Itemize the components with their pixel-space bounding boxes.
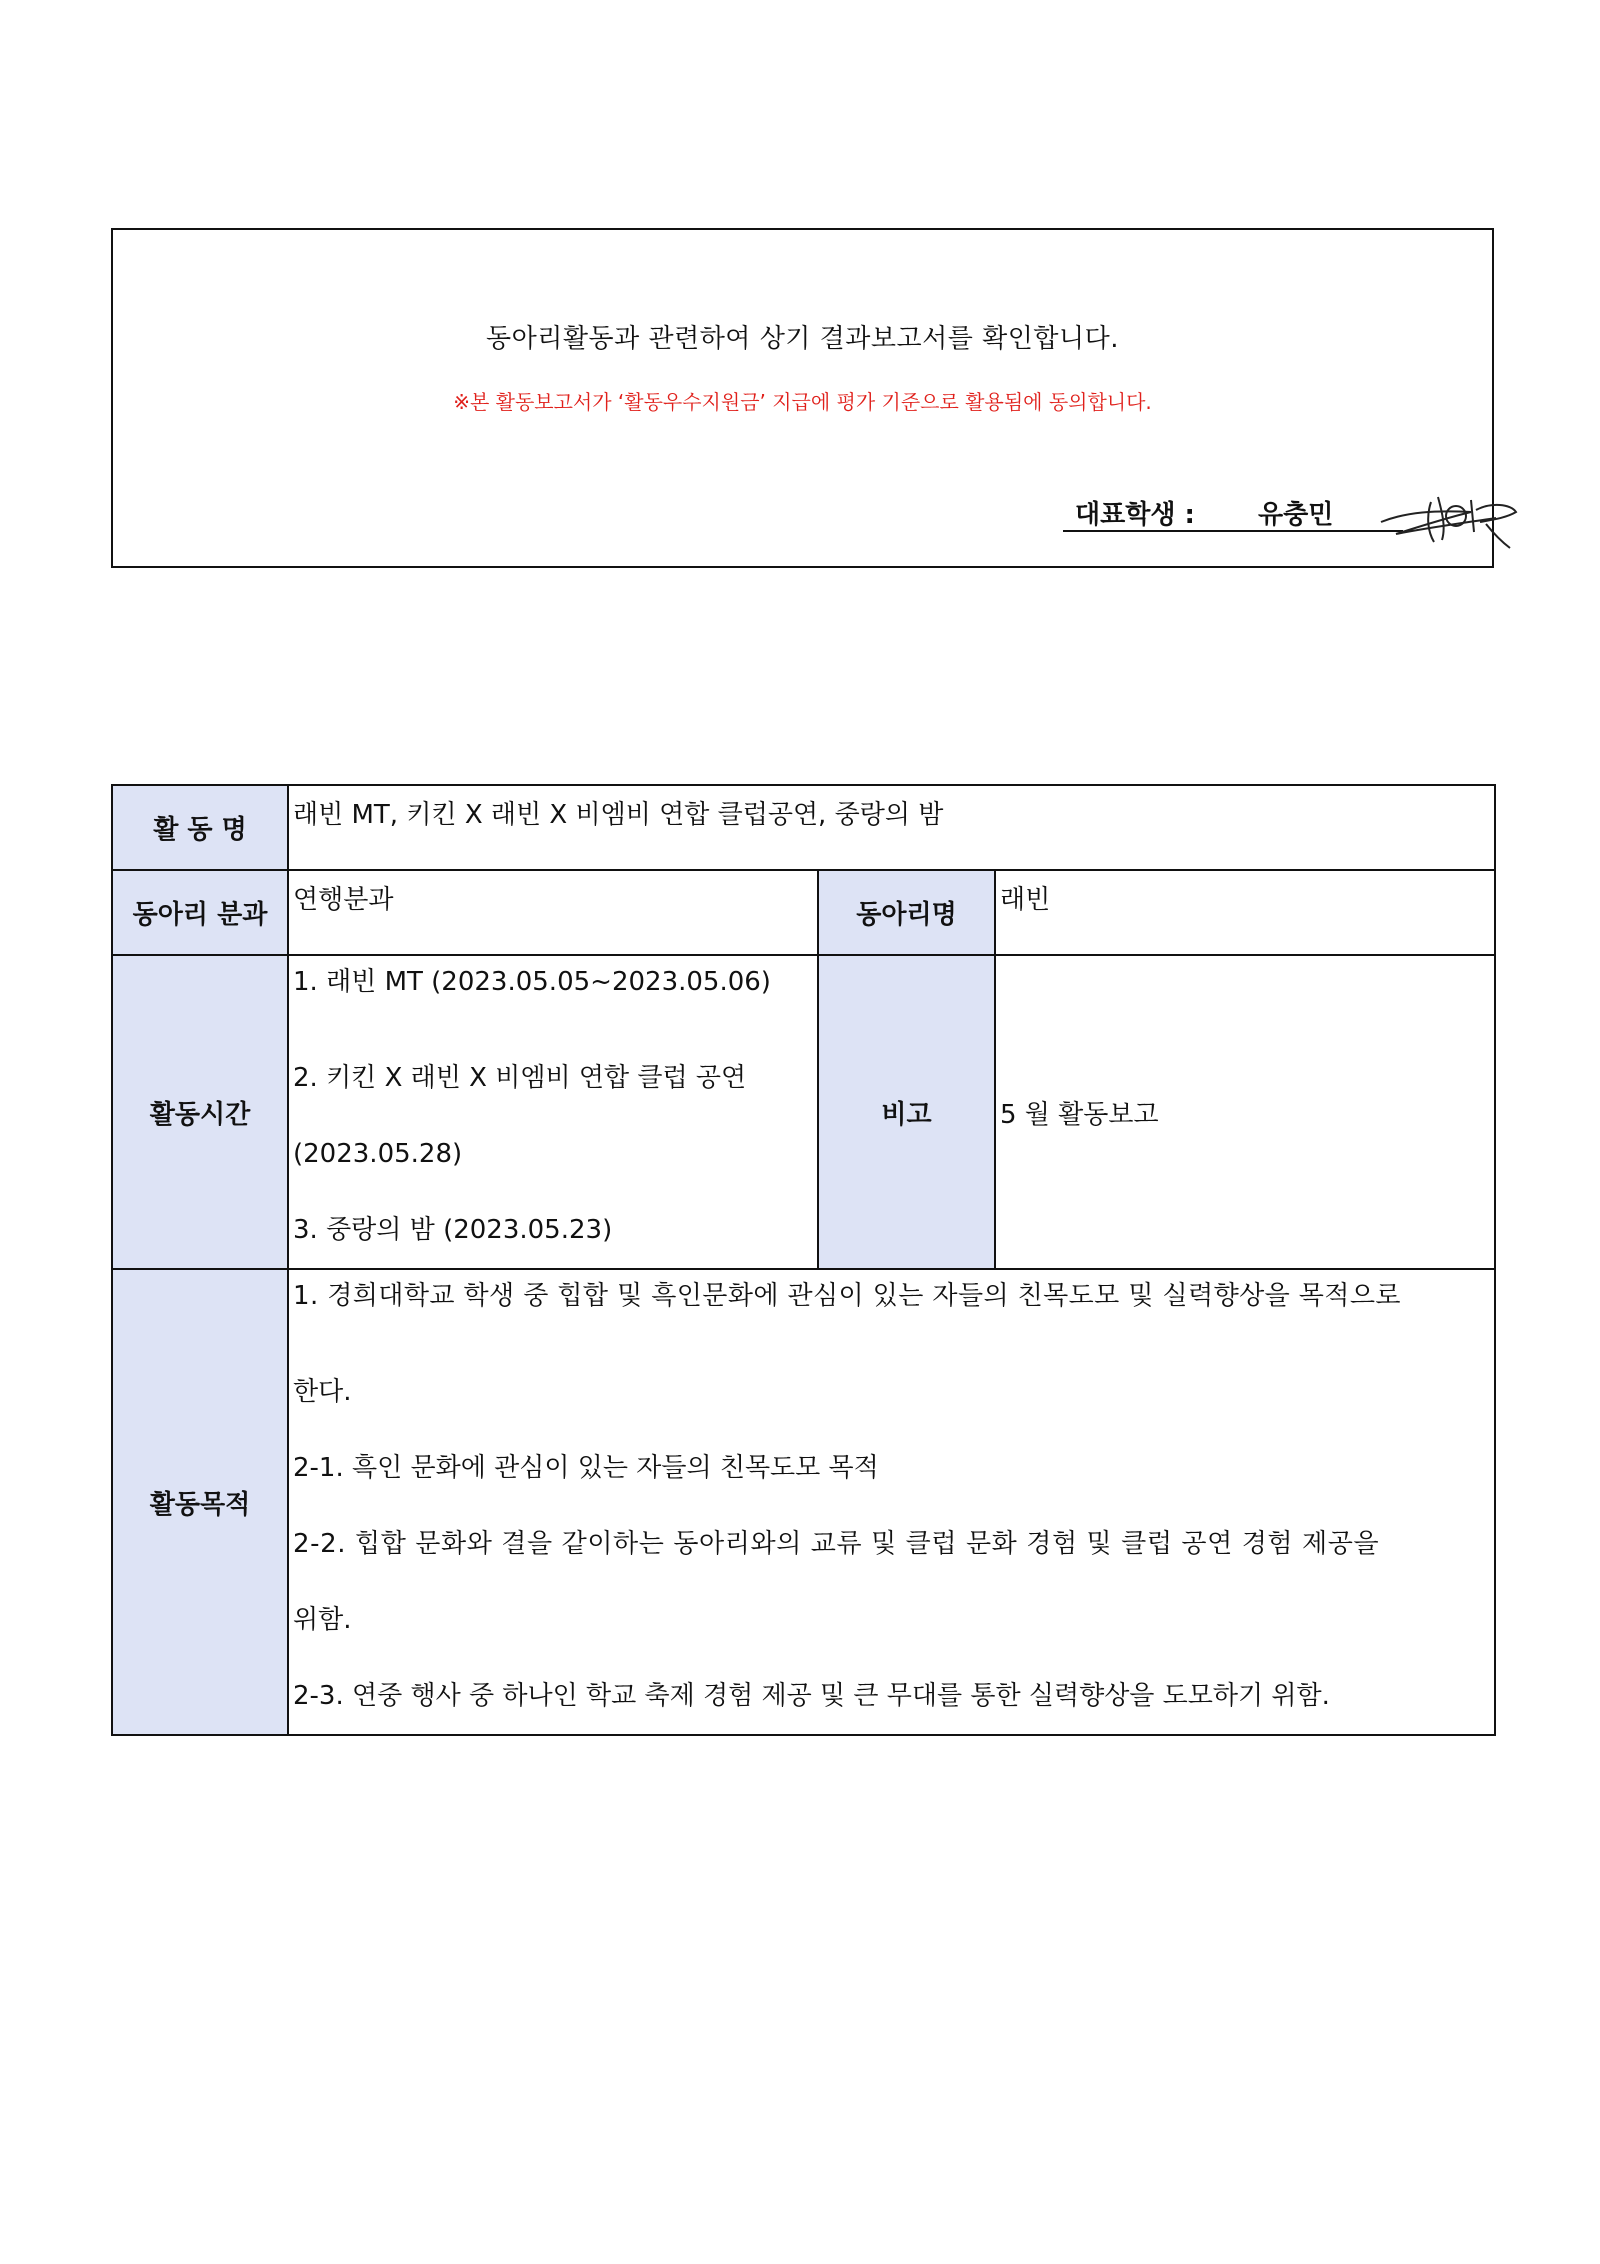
activity-name-value: 래빈 MT, 키킨 X 래빈 X 비엠비 연합 클럽공연, 중랑의 밤	[288, 785, 1495, 870]
activity-time-line: (2023.05.28)	[293, 1139, 463, 1169]
confirmation-statement: 동아리활동과 관련하여 상기 결과보고서를 확인합니다.	[486, 324, 1119, 354]
activity-time-header: 활동시간	[112, 955, 288, 1269]
remarks-value: 5 월 활동보고	[995, 955, 1495, 1269]
purpose-line: 2-1. 흑인 문화에 관심이 있는 자들의 친목도모 목적	[293, 1453, 879, 1483]
club-name-header: 동아리명	[818, 870, 995, 955]
representative-signature-line	[1063, 494, 1403, 532]
division-header: 동아리 분과	[112, 870, 288, 955]
purpose-line: 2-3. 연중 행사 중 하나인 학교 축제 경험 제공 및 큰 무대를 통한 실력향상을 도모하기 위함.	[293, 1681, 1330, 1711]
purpose-line: 한다.	[293, 1377, 352, 1407]
club-name-value: 래빈	[995, 870, 1495, 955]
activity-time-line: 1. 래빈 MT (2023.05.05~2023.05.06)	[293, 967, 771, 997]
table-row	[112, 785, 1495, 870]
table-row	[112, 870, 1495, 955]
activity-name-header: 활 동 명	[112, 785, 288, 870]
remarks-header: 비고	[818, 955, 995, 1269]
division-value: 연행분과	[288, 870, 818, 955]
purpose-line: 1. 경희대학교 학생 중 힙합 및 흑인문화에 관심이 있는 자들의 친목도모 및 실력향상을 목적으로	[293, 1281, 1401, 1311]
handwritten-signature-icon	[1376, 482, 1526, 554]
table-row	[112, 1269, 1495, 1735]
activity-report-table	[111, 784, 1496, 1736]
activity-time-line: 3. 중랑의 밤 (2023.05.23)	[293, 1215, 613, 1245]
confirmation-box	[111, 228, 1494, 568]
purpose-value	[288, 1269, 1495, 1735]
purpose-line: 2-2. 힙합 문화와 결을 같이하는 동아리와의 교류 및 클럽 문화 경험 및 클럽 공연 경험 제공을	[293, 1529, 1380, 1559]
purpose-line: 위함.	[293, 1605, 352, 1635]
activity-time-line: 2. 키킨 X 래빈 X 비엠비 연합 클럽 공연	[293, 1063, 747, 1093]
representative-label: 대표학생 :	[1075, 500, 1195, 530]
representative-name: 유충민	[1258, 500, 1334, 530]
consent-note: ※본 활동보고서가 ‘활동우수지원금’ 지급에 평가 기준으로 활용됨에 동의합니다.	[453, 390, 1152, 414]
table-row	[112, 955, 1495, 1269]
activity-time-value	[288, 955, 818, 1269]
purpose-header: 활동목적	[112, 1269, 288, 1735]
